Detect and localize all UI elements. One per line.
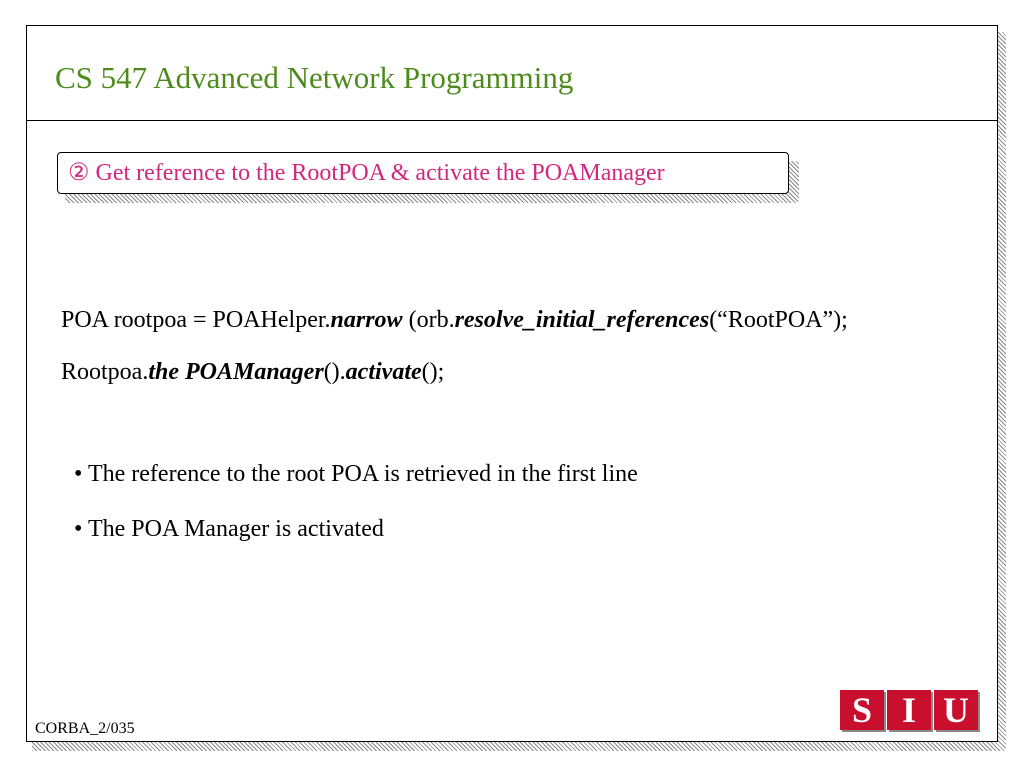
logo-letter: U	[934, 690, 978, 730]
section-callout: ② Get reference to the RootPOA & activate the POAManager	[57, 152, 789, 194]
logo-letter: I	[887, 690, 931, 730]
bullet-item: • The POA Manager is activated	[74, 516, 384, 542]
code-text: (“RootPOA”);	[709, 307, 848, 333]
code-text: Rootpoa.	[61, 359, 149, 385]
code-text: (orb.	[402, 307, 455, 333]
siu-logo	[840, 690, 978, 730]
logo-letter: S	[840, 690, 884, 730]
code-method-poamanager: the POAManager	[148, 359, 324, 385]
slide-number: CORBA_2/035	[35, 720, 135, 737]
code-method-resolve: resolve_initial_references	[454, 307, 710, 333]
code-line-rootpoa	[61, 307, 848, 334]
code-text: ();	[421, 359, 445, 385]
title-divider	[27, 120, 997, 121]
code-line-activate	[61, 359, 444, 386]
code-text: ().	[323, 359, 346, 385]
code-method-activate: activate	[345, 359, 422, 385]
code-method-narrow: narrow	[330, 307, 403, 333]
slide-frame	[26, 25, 998, 742]
bullet-item: • The reference to the root POA is retrieved in the first line	[74, 461, 638, 487]
code-text: POA rootpoa = POAHelper.	[61, 307, 331, 333]
slide-title: CS 547 Advanced Network Programming	[55, 60, 574, 95]
